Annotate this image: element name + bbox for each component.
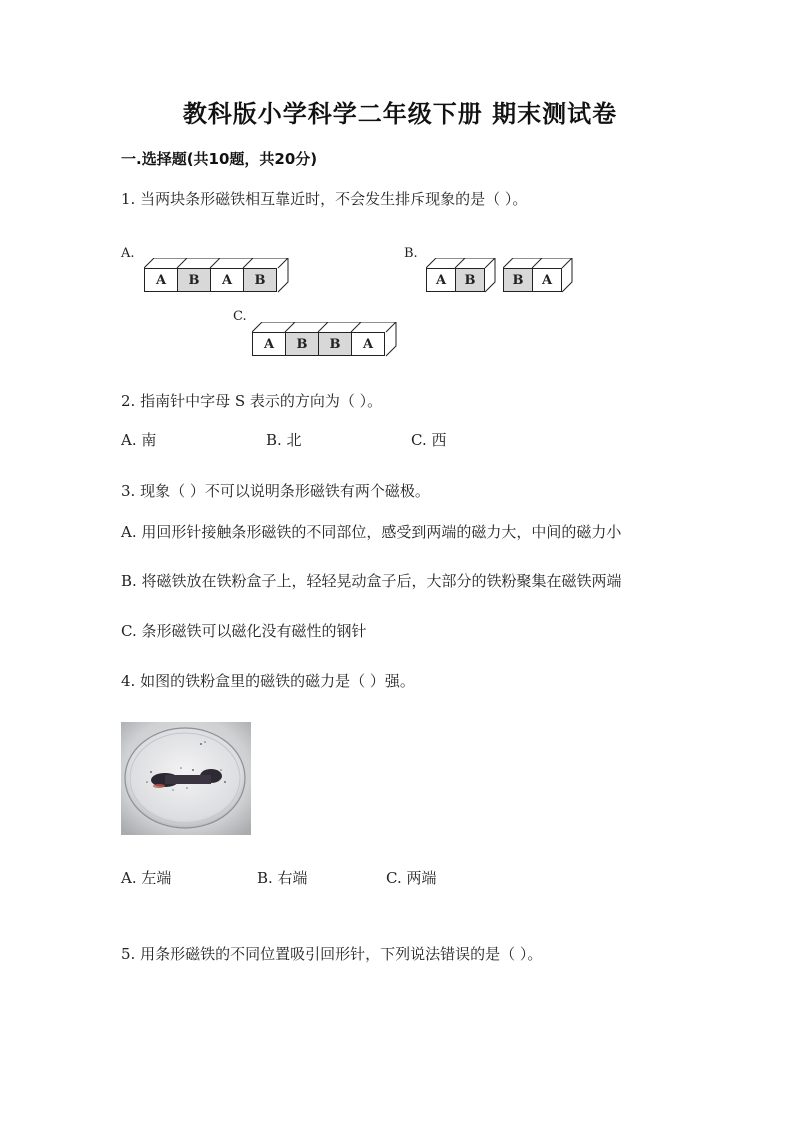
q1-option-a-label: A. [121, 246, 135, 261]
q1-option-b-right-3d [503, 258, 575, 294]
question-5: 5. 用条形磁铁的不同位置吸引回形针，下列说法错误的是（ ）。 [121, 945, 543, 963]
magnet-pole: B [285, 332, 319, 356]
q4-option-c: C. 两端 [386, 869, 437, 887]
magnet-pole: B [177, 268, 211, 292]
section-heading: 一.选择题(共10题，共20分) [121, 150, 318, 168]
q2-option-b: B. 北 [266, 431, 302, 449]
question-3: 3. 现象（ ）不可以说明条形磁铁有两个磁极。 [121, 482, 430, 500]
magnet-pole: B [243, 268, 277, 292]
magnet-pole: A [532, 268, 562, 292]
question-4: 4. 如图的铁粉盒里的磁铁的磁力是（ ）强。 [121, 672, 415, 690]
magnet-pole: A [426, 268, 456, 292]
magnet-pole: B [455, 268, 485, 292]
q1-option-b-left-3d [426, 258, 498, 294]
magnet-pole: B [318, 332, 352, 356]
q2-option-a: A. 南 [121, 431, 157, 449]
q3-option-a: A. 用回形针接触条形磁铁的不同部位，感受到两端的磁力大，中间的磁力小 [121, 523, 622, 541]
magnet-pole: A [210, 268, 244, 292]
iron-filings-dish-photo [121, 722, 251, 835]
q4-option-a: A. 左端 [121, 869, 172, 887]
magnet-pole: A [252, 332, 286, 356]
q2-option-c: C. 西 [411, 431, 447, 449]
q1-option-b-label: B. [404, 246, 418, 261]
q1-option-c-label: C. [233, 309, 247, 324]
q1-option-a-magnet-3d [144, 258, 294, 294]
question-1: 1. 当两块条形磁铁相互靠近时，不会发生排斥现象的是（ ）。 [121, 190, 528, 208]
question-2: 2. 指南针中字母 S 表示的方向为（ ）。 [121, 392, 383, 410]
q4-option-b: B. 右端 [257, 869, 308, 887]
page-title: 教科版小学科学二年级下册 期末测试卷 [182, 100, 618, 128]
q1-option-c-magnet-3d [252, 322, 402, 358]
magnet-pole: A [351, 332, 385, 356]
q3-option-c: C. 条形磁铁可以磁化没有磁性的钢针 [121, 622, 367, 640]
q3-option-b: B. 将磁铁放在铁粉盒子上，轻轻晃动盒子后，大部分的铁粉聚集在磁铁两端 [121, 572, 622, 590]
magnet-pole: B [503, 268, 533, 292]
magnet-pole: A [144, 268, 178, 292]
